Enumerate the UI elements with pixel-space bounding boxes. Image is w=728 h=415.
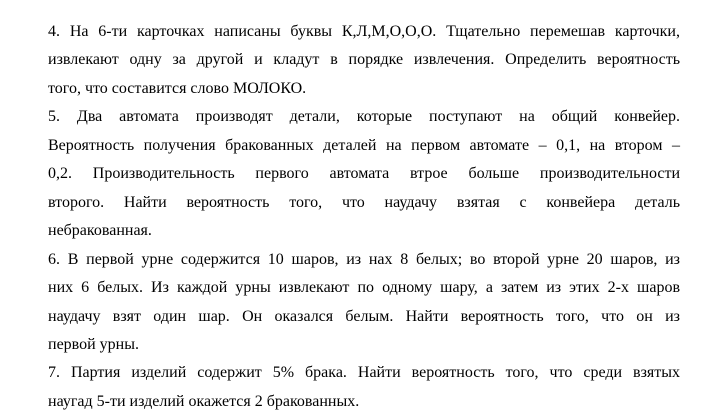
problem-7	[48, 359, 680, 415]
text-line: 5. Два автомата производят детали, которые поступают на общий конвейер.	[48, 108, 680, 126]
text-line: Вероятность получения бракованных деталей на первом автомате – 0,1, на втором –	[48, 136, 680, 154]
text-line: 6. В первой урне содержится 10 шаров, из нах 8 белых; во второй урне 20 шаров, из	[48, 250, 680, 268]
text-line: наугад 5-ти изделий окажется 2 бракованных.	[48, 392, 360, 410]
problem-5	[48, 103, 680, 245]
text-block	[48, 18, 680, 415]
problem-4	[48, 18, 680, 103]
text-line: наудачу взят один шар. Он оказался белым. Найти вероятность того, что он из	[48, 307, 680, 325]
text-line: 0,2. Производительность первого автомата втрое больше производительности	[48, 165, 680, 183]
text-line: извлекают одну за другой и кладут в порядке извлечения. Определить вероятность	[48, 51, 680, 69]
text-line: 7. Партия изделий содержит 5% брака. Найти вероятность того, что среди взятых	[48, 364, 680, 382]
problem-6	[48, 246, 680, 360]
text-line: первой урны.	[48, 335, 139, 353]
text-line: второго. Найти вероятность того, что наудачу взятая с конвейера деталь	[48, 193, 680, 211]
text-line: небракованная.	[48, 222, 152, 240]
text-line: того, что составится слово МОЛОКО.	[48, 79, 307, 97]
text-line: 4. На 6-ти карточках написаны буквы К,Л,М,О,О,О. Тщательно перемешав карточки,	[48, 23, 680, 40]
text-line: них 6 белых. Из каждой урны извлекают по одному шару, а затем из этих 2-х шаров	[48, 279, 680, 297]
